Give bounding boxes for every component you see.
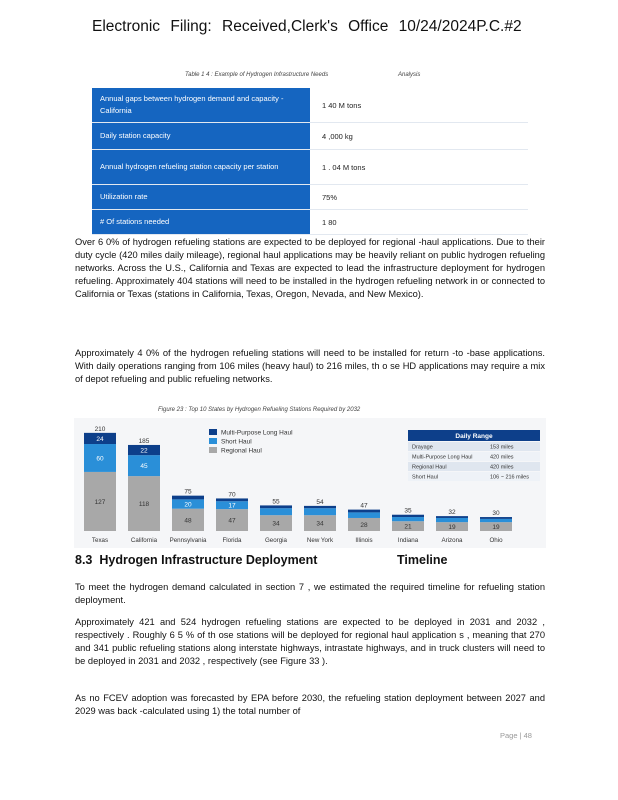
- category-label: Texas: [91, 537, 109, 544]
- segment-label: 21: [404, 523, 412, 531]
- bar-segment: [216, 498, 248, 501]
- row-label: Annual hydrogen refueling station capacity per station: [92, 150, 310, 184]
- table-row: [92, 123, 528, 150]
- stations-chart: [74, 418, 546, 548]
- table-row: [92, 88, 528, 123]
- inset-cell: Short Haul: [412, 474, 438, 481]
- segment-label: 19: [448, 524, 456, 532]
- row-value: 4 ,000 kg: [322, 131, 353, 141]
- bar-segment: [172, 496, 204, 500]
- table-row: [92, 150, 528, 185]
- segment-label: 45: [140, 463, 148, 471]
- legend-swatch: [209, 447, 217, 453]
- row-label: Annual gaps between hydrogen demand and capacity - California: [92, 88, 310, 122]
- inset-title: Daily Range: [455, 433, 493, 440]
- category-label: Illinois: [355, 537, 373, 544]
- bar-segment: [348, 512, 380, 518]
- table-caption: Table 1 4 : Example of Hydrogen Infrastructure Needs: [185, 72, 329, 78]
- segment-label: 24: [96, 435, 104, 443]
- row-value: 75%: [322, 192, 338, 202]
- category-label: Ohio: [489, 537, 503, 544]
- figure-caption: Figure 23 : Top 10 States by Hydrogen Refueling Stations Required by 2032: [158, 407, 361, 413]
- total-label: 55: [272, 498, 280, 506]
- row-label: Daily station capacity: [92, 123, 310, 149]
- inset-cell: 420 miles: [490, 464, 514, 471]
- segment-label: 34: [272, 520, 280, 528]
- segment-label: 60: [96, 455, 104, 463]
- section-heading: [75, 553, 317, 567]
- section-title: Hydrogen Infrastructure Deployment: [99, 553, 318, 567]
- bar-segment: [480, 517, 512, 519]
- legend-swatch: [209, 429, 217, 435]
- category-label: Arizona: [441, 537, 463, 544]
- total-label: 185: [138, 437, 150, 445]
- segment-label: 47: [228, 517, 236, 525]
- bar-segment: [436, 518, 468, 522]
- stations-chart-svg: [74, 418, 546, 548]
- page-number: Page | 48: [500, 731, 532, 740]
- legend-label: Regional Haul: [221, 447, 262, 455]
- segment-label: 17: [228, 502, 236, 510]
- category-label: Pennsylvania: [169, 537, 207, 544]
- row-label: # Of stations needed: [92, 210, 310, 234]
- bar-segment: [436, 516, 468, 518]
- inset-cell: 153 miles: [490, 444, 514, 451]
- row-value: 1 40 M tons: [322, 100, 362, 110]
- total-label: 30: [492, 510, 500, 518]
- category-label: Florida: [222, 537, 242, 544]
- bar-segment: [392, 517, 424, 521]
- segment-label: 34: [316, 520, 324, 528]
- paragraph-deployment: Approximately 421 and 524 hydrogen refueling stations are expected to be deployed in 2031 and 2032 , respectively . Roughly 6 5 % of th ose stations will be deployed for regional haul application s , meaning that 270 and 341 public refueling stations along interstate highways, intrastate highways, and in truck clusters will need to be deployed in 2031 and 2032 , respectively (see Figure 33 ).: [75, 617, 545, 666]
- row-label: Utilization rate: [92, 185, 310, 209]
- inset-cell: 106 ~ 216 miles: [490, 474, 529, 481]
- total-label: 35: [404, 507, 412, 515]
- paragraph-back-calc: As no FCEV adoption was forecasted by EPA before 2030, the refueling station deployment between 2027 and 2029 was back -calculated using 1) the total number of: [75, 693, 545, 716]
- bar-segment: [392, 515, 424, 517]
- bar-segment: [260, 505, 292, 508]
- row-value: 1 80: [322, 217, 337, 227]
- category-label: New York: [306, 537, 334, 544]
- bar-segment: [348, 510, 380, 513]
- table-row: [92, 210, 528, 235]
- row-value: 1 . 04 M tons: [322, 162, 366, 172]
- paragraph-regional-haul: Over 6 0% of hydrogen refueling stations are expected to be deployed for regional -haul applications. Due to their duty cycle (420 miles daily mileage), regional haul applications may be heavily reliant on public hydrogen refueling networks. Across the U.S., California and Texas are expected to lead the infrastructure deployment for hydrogen refueling. Approximately 404 stations will need to be installed in the hydrogen refueling network in or connected to California or Texas (stations in California, Texas, Oregon, Nevada, and New Mexico).: [75, 237, 545, 299]
- total-label: 210: [94, 425, 106, 433]
- category-label: Georgia: [264, 537, 288, 544]
- segment-label: 48: [184, 517, 192, 525]
- legend-label: Short Haul: [221, 438, 252, 446]
- bar-segment: [260, 508, 292, 515]
- segment-label: 22: [140, 447, 148, 455]
- inset-cell: Multi-Purpose Long Haul: [412, 454, 473, 461]
- section-heading-end: Timeline: [397, 553, 448, 567]
- total-label: 54: [316, 498, 324, 506]
- total-label: 47: [360, 502, 368, 510]
- inset-cell: 420 miles: [490, 454, 514, 461]
- category-label: California: [130, 537, 158, 544]
- bar-segment: [304, 508, 336, 515]
- hydrogen-needs-table: [92, 88, 528, 235]
- bar-segment: [304, 506, 336, 508]
- paragraph-return-to-base: Approximately 4 0% of the hydrogen refueling stations will need to be installed for return -to -base applications. With daily operations ranging from 106 miles (heavy haul) to 216 miles, th o se HD applications may require a mix of depot refueling and public refueling networks.: [75, 348, 545, 384]
- bar-segment: [480, 519, 512, 522]
- segment-label: 28: [360, 521, 368, 529]
- segment-label: 19: [492, 524, 500, 532]
- filing-header: Electronic Filing: Received,Clerk's Office 10/24/2024P.C.#2: [92, 18, 522, 35]
- segment-label: 127: [94, 498, 106, 506]
- paragraph-timeline-intro: To meet the hydrogen demand calculated in section 7 , we estimated the required timeline for refueling station deployment.: [75, 582, 545, 605]
- total-label: 32: [448, 509, 456, 517]
- total-label: 70: [228, 491, 236, 499]
- section-number: 8.3: [75, 553, 93, 567]
- category-label: Indiana: [397, 537, 419, 544]
- segment-label: 118: [138, 501, 150, 509]
- legend-label: Multi-Purpose Long Haul: [221, 429, 293, 437]
- segment-label: 20: [184, 501, 192, 509]
- inset-cell: Regional Haul: [412, 464, 447, 471]
- table-caption-right: Analysis: [398, 72, 421, 78]
- legend-swatch: [209, 438, 217, 444]
- inset-cell: Drayage: [412, 444, 433, 451]
- total-label: 75: [184, 488, 192, 496]
- table-row: [92, 185, 528, 210]
